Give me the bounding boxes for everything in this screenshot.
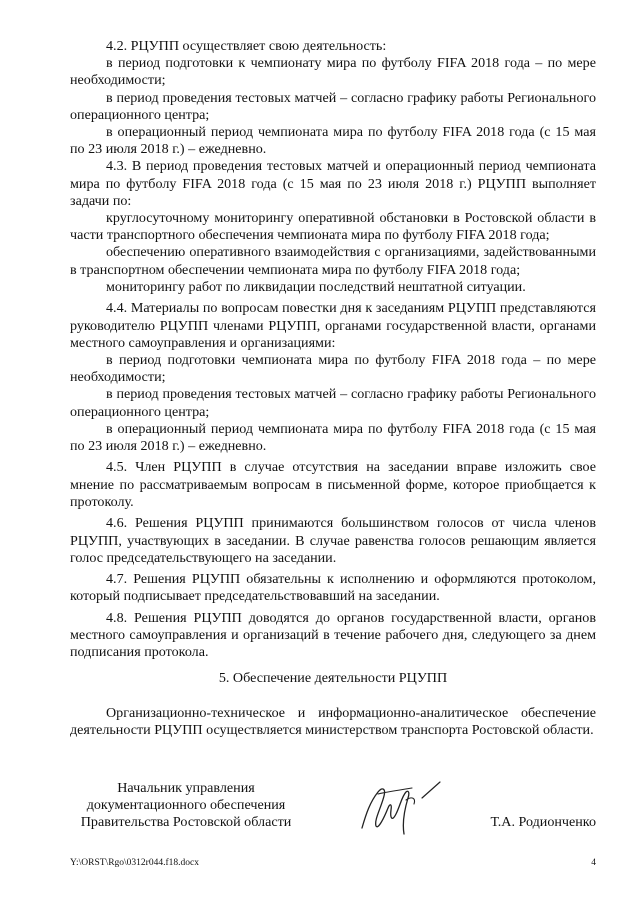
paragraph-4-5: 4.5. Член РЦУПП в случае отсутствия на заседании вправе изложить свое мнение по рассматриваемым вопросам в письменной форме, которое приобщается к протоколу. — [70, 459, 596, 510]
document-body — [70, 38, 596, 739]
paragraph-4-3: 4.3. В период проведения тестовых матчей и операционный период чемпионата мира по футболу FIFA 2018 года (с 15 мая по 23 июля 2018 г.) РЦУПП выполняет задачи по: — [70, 158, 596, 209]
section-5-text: Организационно-техническое и информационно-аналитическое обеспечение деятельности РЦУПП осуществляется министерством транспорта Ростовской области. — [70, 704, 596, 738]
paragraph-4-8: 4.8. Решения РЦУПП доводятся до органов государственной власти, органов местного самоуправления и организаций в течение рабочего дня, следующего за днем подписания протокола. — [70, 609, 596, 661]
signature-block — [70, 780, 596, 840]
paragraph-4-3-b: обеспечению оперативного взаимодействия с организациями, задействованными в транспортном обеспечении чемпионата мира по футболу FIFA 2018 года; — [70, 244, 596, 278]
paragraph-4-6: 4.6. Решения РЦУПП принимаются большинством голосов от числа членов РЦУПП, участвующих в заседании. В случае равенства голосов решающим является голос председательствующего на заседании. — [70, 515, 596, 566]
paragraph-4-4-b: в период проведения тестовых матчей – согласно графику работы Регионального операционного центра; — [70, 386, 596, 420]
section-5-heading: 5. Обеспечение деятельности РЦУПП — [218, 669, 448, 686]
paragraph-4-4-c: в операционный период чемпионата мира по футболу FIFA 2018 года (с 15 мая по 23 июля 2018 г.) – ежедневно. — [70, 420, 596, 454]
signatory-name: Т.А. Родионченко — [490, 814, 596, 830]
paragraph-4-4: 4.4. Материалы по вопросам повестки дня к заседаниям РЦУПП представляются руководителю РЦУПП членами РЦУПП, органами государственной власти, органами местного самоуправления и организациями: — [70, 300, 596, 351]
signatory-title-line-1: Начальник управления — [117, 780, 255, 796]
signatory-title — [70, 780, 302, 832]
signatory-title-line-3: Правительства Ростовской области — [80, 814, 292, 831]
paragraph-4-4-a: в период подготовки чемпионата мира по футболу FIFA 2018 года – по мере необходимости; — [70, 351, 596, 386]
handwritten-signature — [348, 774, 448, 840]
signatory-title-line-2: документационного обеспечения — [86, 797, 286, 814]
paragraph-4-2-b: в период проведения тестовых матчей – согласно графику работы Регионального операционного центра; — [70, 89, 596, 123]
paragraph-4-2-a: в период подготовки к чемпионату мира по футболу FIFA 2018 года – по мере необходимости; — [70, 55, 596, 89]
paragraph-4-7: 4.7. Решения РЦУПП обязательны к исполнению и оформляются протоколом, который подписывает председательствовавший на заседании. — [70, 571, 596, 605]
paragraph-4-3-c: мониторингу работ по ликвидации последствий нештатной ситуации. — [106, 278, 526, 295]
footer-page-number: 4 — [591, 858, 596, 868]
paragraph-4-2-c: в операционный период чемпионата мира по футболу FIFA 2018 года (с 15 мая по 23 июля 2018 г.) – ежедневно. — [70, 124, 596, 158]
paragraph-4-3-a: круглосуточному мониторингу оперативной обстановки в Ростовской области в части транспортного обеспечения чемпионата мира по футболу FIFA 2018 года; — [70, 210, 596, 244]
paragraph-4-2: 4.2. РЦУПП осуществляет свою деятельность: — [106, 38, 387, 54]
footer-file-path: Y:\ORST\Rgo\0312r044.f18.docx — [70, 858, 199, 868]
